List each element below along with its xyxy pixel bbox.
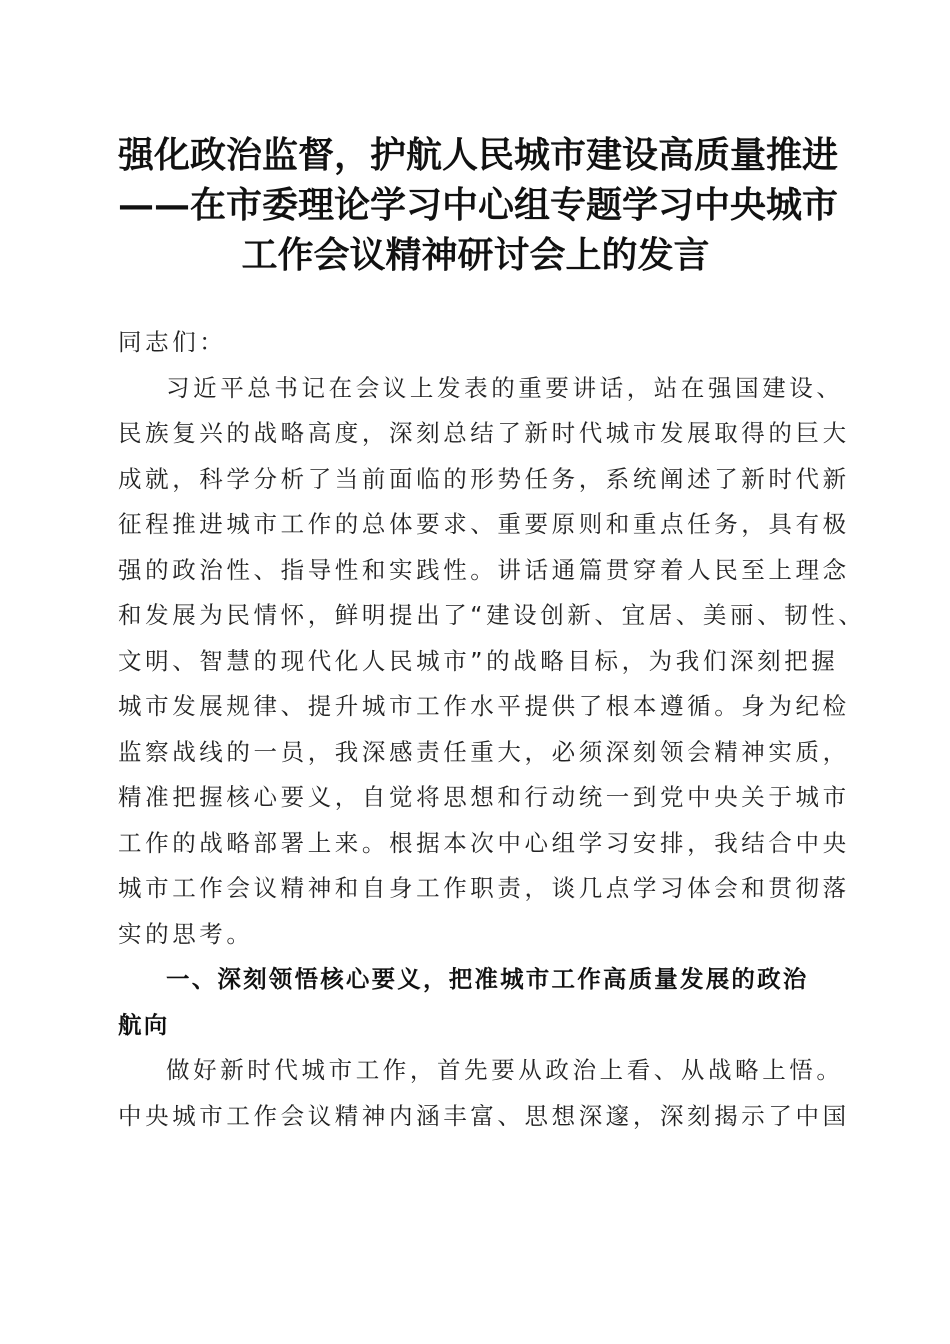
- salutation: 同志们：: [118, 328, 227, 356]
- paragraph-line: 监察战线的一员，我深感责任重大，必须深刻领会精神实质，: [118, 737, 850, 766]
- section-1-paragraph: [118, 1048, 850, 1139]
- paragraph-line: 城市工作会议精神和自身工作职责，谈几点学习体会和贯彻落: [118, 874, 850, 902]
- paragraph-line: 精准把握核心要义，自觉将思想和行动统一到党中央关于城市: [118, 783, 850, 811]
- paragraph-line: 文明、智慧的现代化人民城市”的战略目标，为我们深刻把握: [118, 646, 839, 675]
- paragraph-line: 实的思考。: [118, 919, 254, 948]
- paragraph-line: 做好新时代城市工作，首先要从政治上看、从战略上悟。: [166, 1056, 844, 1084]
- paragraph-line: 工作的战略部署上来。根据本次中心组学习安排，我结合中央: [118, 828, 850, 857]
- paragraph-line: 中央城市工作会议精神内涵丰富、思想深邃，深刻揭示了中国: [118, 1101, 850, 1130]
- section-heading-line: 一、深刻领悟核心要义，把准城市工作高质量发展的政治: [166, 965, 809, 993]
- section-heading-line: 航向: [118, 1010, 170, 1039]
- paragraph-line: 强的政治性、指导性和实践性。讲话通篇贯穿着人民至上理念: [118, 555, 850, 584]
- paragraph-line: 城市发展规律、提升城市工作水平提供了根本遵循。身为纪检: [118, 692, 850, 720]
- paragraph-line: 和发展为民情怀，鲜明提出了“建设创新、宜居、美丽、韧性、: [118, 601, 866, 629]
- title-line-3: 工作会议精神研讨会上的发言: [241, 234, 710, 276]
- document-title: [118, 130, 839, 280]
- paragraph-line: 征程推进城市工作的总体要求、重要原则和重点任务，具有极: [118, 510, 850, 538]
- paragraph-line: 成就，科学分析了当前面临的形势任务，系统阐述了新时代新: [118, 464, 850, 493]
- paragraph-1: [118, 366, 866, 958]
- document-body: [118, 320, 866, 1139]
- title-line-1: 强化政治监督，护航人民城市建设高质量推进: [118, 134, 839, 176]
- title-line-2: ——在市委理论学习中心组专题学习中央城市: [118, 184, 839, 226]
- paragraph-line: 习近平总书记在会议上发表的重要讲话，站在强国建设、: [166, 373, 844, 402]
- section-1-heading: [118, 957, 833, 1048]
- paragraph-line: 民族复兴的战略高度，深刻总结了新时代城市发展取得的巨大: [118, 419, 850, 447]
